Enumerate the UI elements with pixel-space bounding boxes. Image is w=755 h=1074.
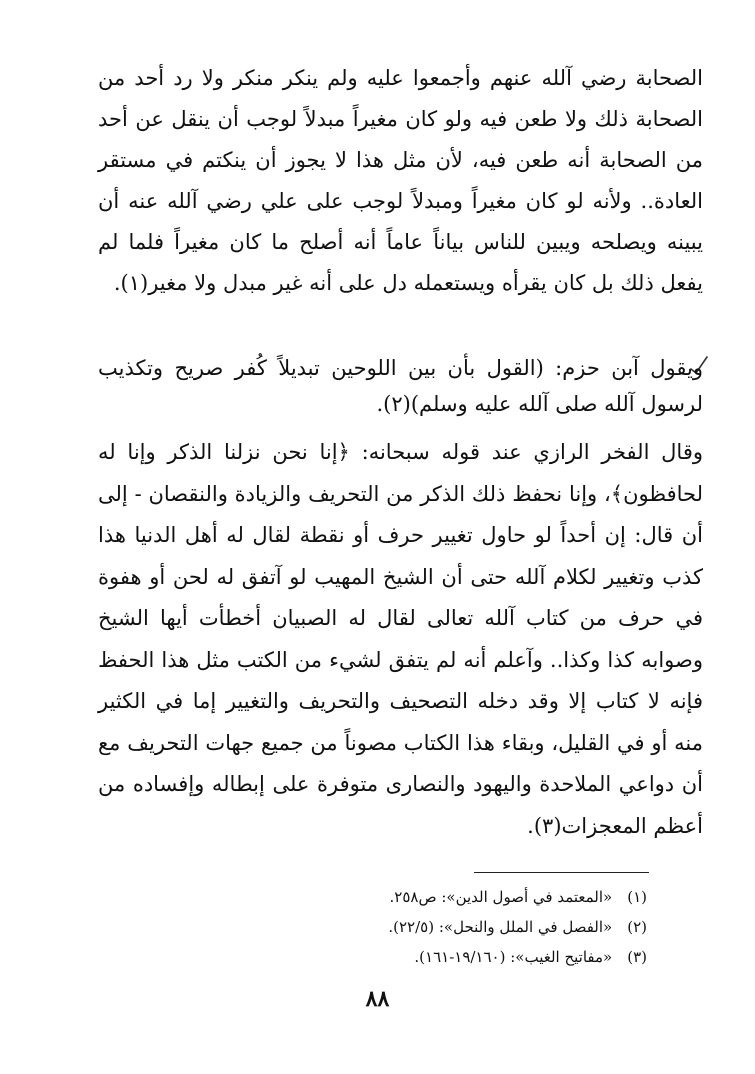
footnote-number: (٣): [627, 948, 647, 966]
body-paragraph-2: ويقول آبن حزم: (القول بأن بين اللوحين تبديلاً كُفر صريح وتكذيب لرسول آلله صلى آلله عليه وسلم)(٢).: [98, 356, 703, 416]
body-paragraph-1: الصحابة رضي آلله عنهم وأجمعوا عليه ولم ينكر منكر ولا رد أحد من الصحابة ذلك ولا طعن فيه ولو كان مغيراً مبدلاً لوجب أن ينقل عن أحد من الصحابة أنه طعن فيه، لأن مثل هذا لا يجوز أن ينكتم في مستقر العادة.. ولأنه لو كان مغيراً ومبدلاً لوجب على علي رضي آلله عنه أن يبينه ويصلحه ويبين للناس بياناً عاماً أنه أصلح ما كان مغيراً فلما لم يفعل ذلك بل كان يقرأه ويستعمله دل على أنه غير مبدل ولا مغير(١).: [98, 66, 703, 295]
footnote-divider: [474, 872, 649, 873]
footnote-text: «الفصل في الملل والنحل»: (٢٢/٥).: [388, 918, 613, 936]
footnotes: [247, 882, 647, 972]
footnote-1: [247, 882, 647, 912]
footnote-2: [247, 912, 647, 942]
footnote-3: [247, 942, 647, 972]
body-paragraph-3: وقال الفخر الرازي عند قوله سبحانه: ﴿إنا نحن نزلنا الذكر وإنا له لحافظون﴾، وإنا نحفظ ذلك الذكر من التحريف والزيادة والنقصان - إلى أن قال: إن أحداً لو حاول تغيير حرف أو نقطة لقال له أهل الدنيا هذا كذب وتغيير لكلام آلله حتى أن الشيخ المهيب لو آتفق له لحن أو هفوة في حرف من كتاب آلله تعالى لقال له الصبيان أخطأت أيها الشيخ وصوابه كذا وكذا.. وآعلم أنه لم يتفق لشيء من الكتب مثل هذا الحفظ فإنه لا كتاب إلا وقد دخله التصحيف والتحريف والتغيير إما في الكثير منه أو في القليل، وبقاء هذا الكتاب مصوناً من جميع جهات التحريف مع أن دواعي الملاحدة واليهود والنصارى متوفرة على إبطاله وإفساده من أعظم المعجزات(٣).: [98, 440, 703, 838]
page-number: ٨٨: [365, 986, 390, 1012]
footnote-number: (٢): [627, 918, 647, 936]
footnote-text: «المعتمد في أصول الدين»: ص٢٥٨.: [389, 888, 613, 906]
footnote-number: (١): [627, 888, 647, 906]
footnote-text: «مفاتيح الغيب»: (١٩/١٦٠-١٦١).: [414, 948, 613, 966]
